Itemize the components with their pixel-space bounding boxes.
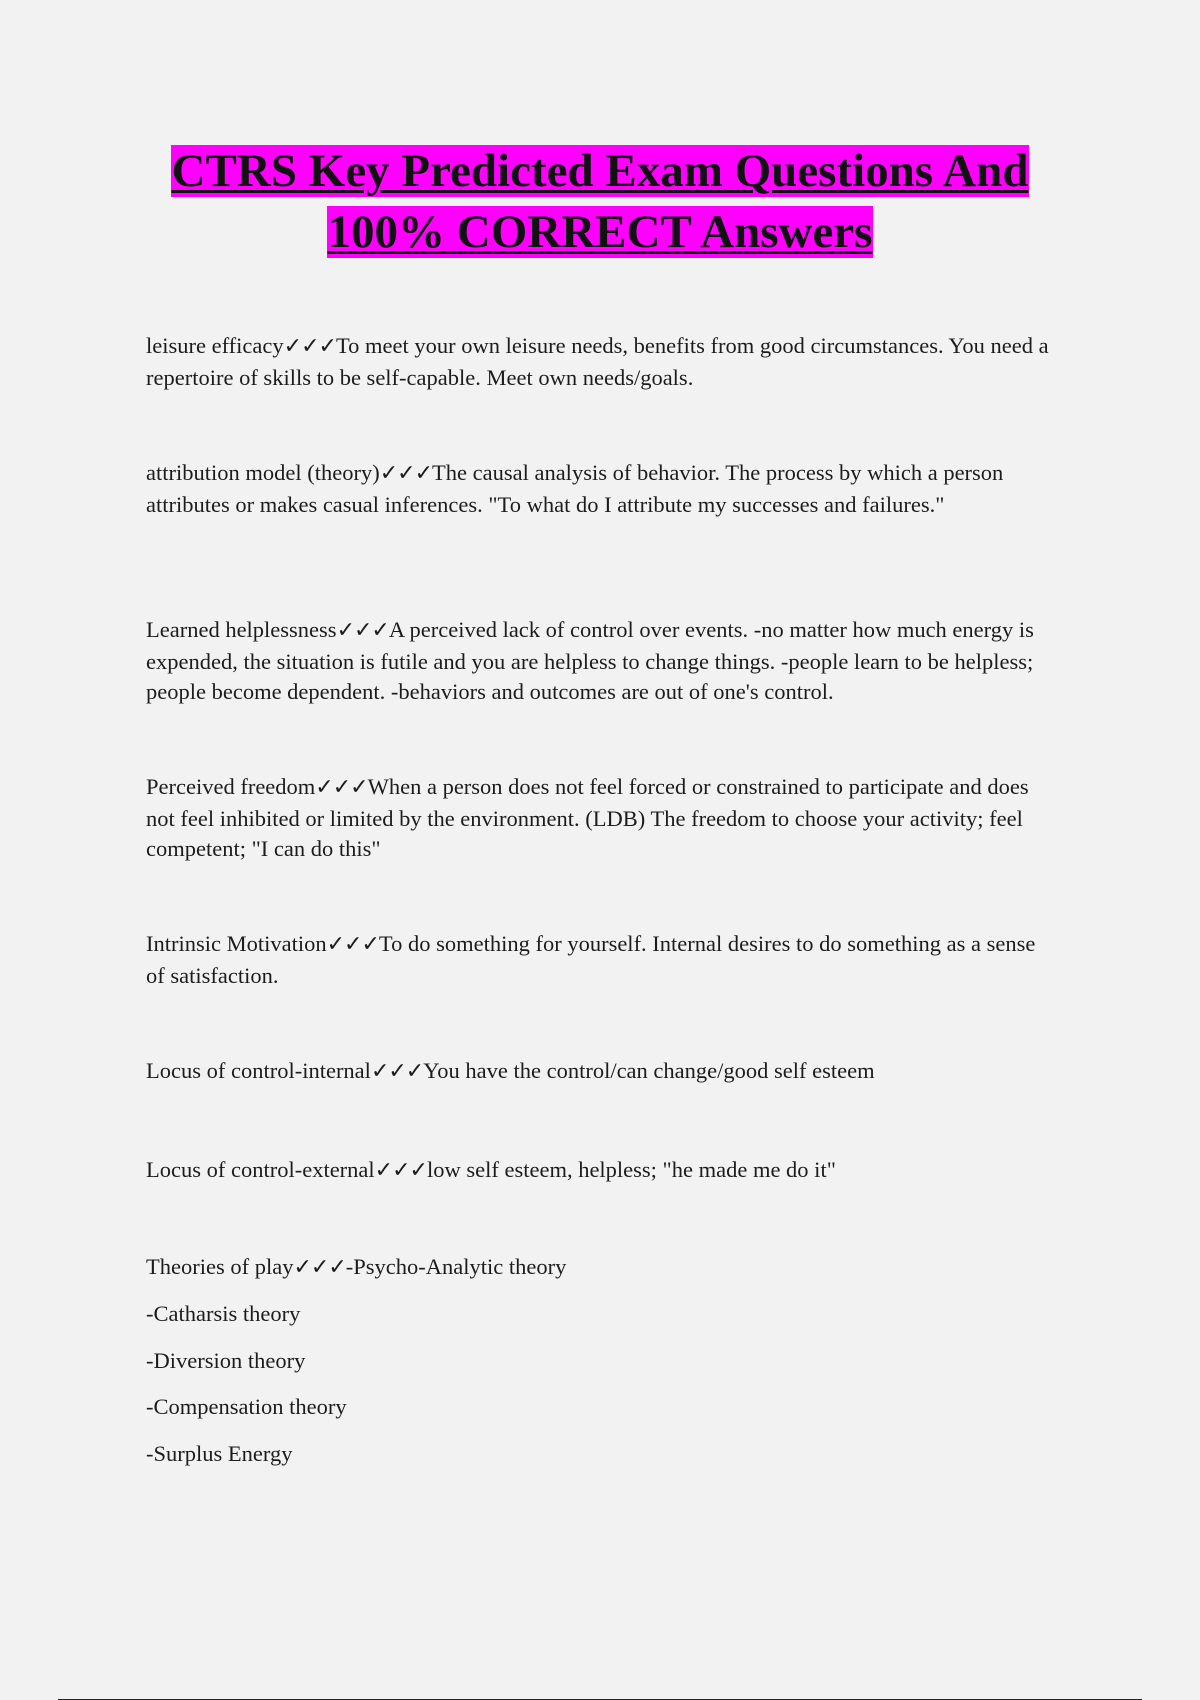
entry-term: Locus of control-internal: [146, 1058, 371, 1083]
entry-term: attribution model (theory): [146, 460, 380, 485]
check-icon: ✓✓✓: [315, 775, 368, 800]
entry-attribution-model: [146, 458, 1056, 520]
entry-intrinsic-motivation: [146, 929, 1056, 991]
entry-term: Learned helplessness: [146, 617, 337, 642]
entry-term: leisure efficacy: [146, 333, 284, 358]
entry-definition: The causal analysis of behavior. The process by which a person attributes or makes casual inferences. "To what do I attribute my successes and failures.": [146, 460, 1004, 517]
entry-locus-internal: [146, 1056, 1056, 1088]
list-item: -Surplus Energy: [146, 1441, 293, 1466]
entry-definition: To meet your own leisure needs, benefits from good circumstances. You need a repertoire of skills to be self-capable. Meet own needs/goals.: [146, 333, 1049, 390]
entry-theories-of-play: [146, 1252, 1056, 1284]
check-icon: ✓✓✓: [379, 461, 433, 486]
title-line-1: CTRS Key Predicted Exam Questions And: [171, 145, 1029, 197]
list-item: -Compensation theory: [146, 1394, 347, 1419]
check-icon: ✓✓✓: [293, 1255, 346, 1280]
entry-term: Theories of play: [146, 1254, 294, 1279]
entry-perceived-freedom: [146, 772, 1056, 865]
check-icon: ✓✓✓: [374, 1158, 427, 1183]
entry-term: Intrinsic Motivation: [146, 931, 327, 956]
check-icon: ✓✓✓: [370, 1059, 424, 1084]
document-title: [100, 141, 1100, 263]
check-icon: ✓✓✓: [336, 618, 389, 643]
list-item: -Catharsis theory: [146, 1301, 301, 1326]
entry-leisure-efficacy: [146, 331, 1056, 393]
entry-definition: When a person does not feel forced or constrained to participate and does not feel inhibited or limited by the environment. (LDB) The freedom to choose your activity; feel competent; "I can do this": [146, 774, 1029, 861]
check-icon: ✓✓✓: [283, 334, 336, 359]
entry-definition: low self esteem, helpless; "he made me do it": [426, 1157, 836, 1182]
entry-definition: To do something for yourself. Internal desires to do something as a sense of satisfaction.: [146, 931, 1036, 988]
entry-definition: A perceived lack of control over events. -no matter how much energy is expended, the situation is futile and you are helpless to change things. -people learn to be helpless; people become dependent. -behaviors and outcomes are out of one's control.: [146, 617, 1034, 704]
entry-definition: -Psycho-Analytic theory: [345, 1254, 567, 1279]
entry-locus-external: [146, 1155, 1056, 1187]
list-item: -Diversion theory: [146, 1348, 306, 1373]
entry-learned-helplessness: [146, 615, 1056, 708]
entry-term: Locus of control-external: [146, 1157, 375, 1182]
title-line-2: 100% CORRECT Answers: [327, 206, 873, 258]
entry-definition: You have the control/can change/good self esteem: [423, 1058, 875, 1083]
entry-term: Perceived freedom: [146, 774, 316, 799]
check-icon: ✓✓✓: [326, 932, 379, 957]
